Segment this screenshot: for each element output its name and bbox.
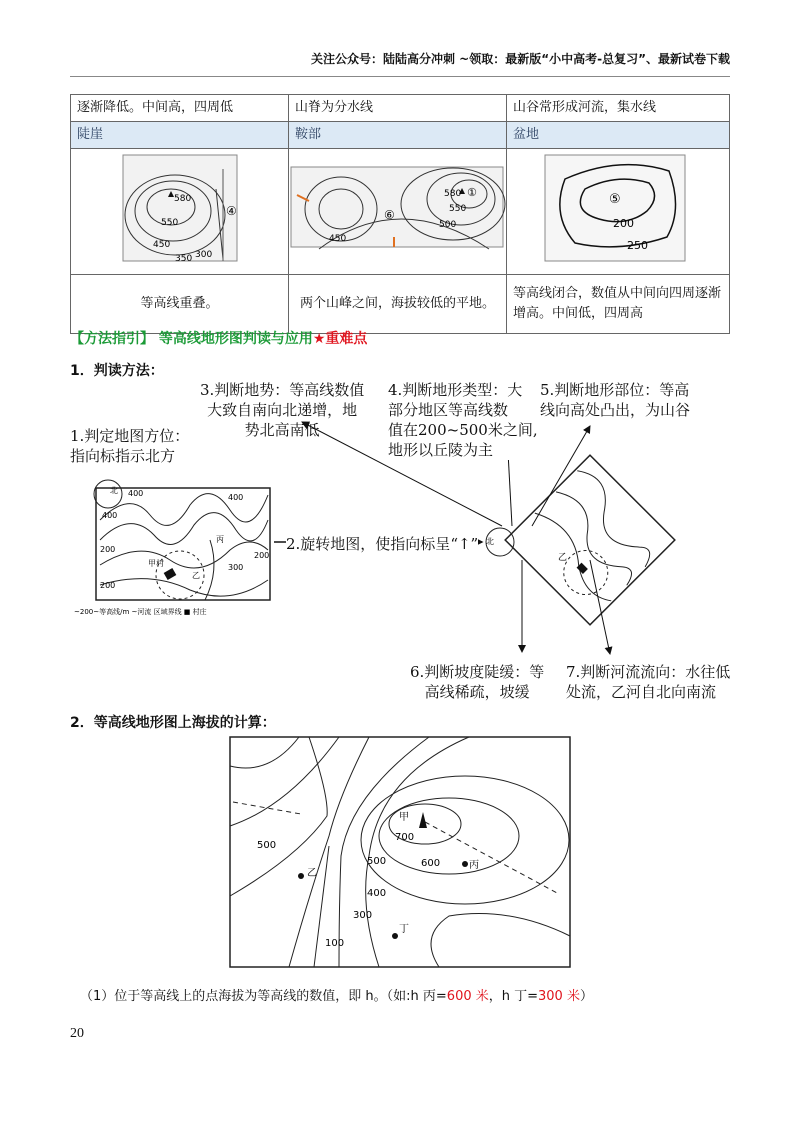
paragraph-1: （1）位于等高线上的点海拔为等高线的数值，即 h。（如:h 丙=600 米，h 丁=300 米） <box>80 989 593 1004</box>
table-row <box>71 95 730 122</box>
contour-label: 100 <box>325 938 345 949</box>
table-row <box>71 275 730 334</box>
village-label: 甲村 <box>148 559 164 568</box>
contour-label: 450 <box>153 240 171 250</box>
landform-table <box>70 94 730 334</box>
figure-number: ① <box>467 186 477 199</box>
step7-label: 7.判断河流流向：水往低 处流，乙河自北向南流 <box>566 663 731 701</box>
saddle-contour-figure <box>289 149 506 267</box>
value-ding: 300 米 <box>538 989 580 1004</box>
contour-label: 600 <box>421 858 441 869</box>
contour-label: 550 <box>449 204 467 214</box>
contour-label: 350 <box>175 254 193 264</box>
contour-label: 300 <box>353 910 373 921</box>
cliff-figure-cell <box>71 149 289 275</box>
contour-label: 200 <box>100 581 116 590</box>
contour-label: 250 <box>627 239 648 252</box>
header-divider <box>70 76 730 77</box>
contour-label: 400 <box>228 493 244 502</box>
difficulty-star: ★重难点 <box>312 331 368 347</box>
point-yi-label: 乙 <box>307 868 317 879</box>
step2-label: 2.旋转地图，使指向标呈“↑” <box>286 535 479 553</box>
step6-label: 6.判断坡度陡缓：等 高线稀疏，坡缓 <box>410 663 545 701</box>
table-head-cliff: 陡崖 <box>71 122 289 149</box>
step5-label: 5.判断地形部位：等高 线向高处凸出，为山谷 <box>540 381 691 419</box>
river-label: 丙 <box>216 535 224 544</box>
point-ding-label: 丁 <box>399 924 409 935</box>
value-bing: 600 米 <box>446 989 489 1004</box>
q1-title: 1．判读方法： <box>70 363 164 379</box>
figure-number: ⑥ <box>384 208 395 222</box>
point-bing-label: 丙 <box>469 860 479 871</box>
table-cell: 等高线重叠。 <box>71 275 289 334</box>
river-label: 乙 <box>558 553 568 563</box>
table-row <box>71 122 730 149</box>
elevation-label: 580 <box>174 194 192 204</box>
contour-label: 400 <box>367 888 387 899</box>
cliff-contour-figure <box>71 149 288 267</box>
table-row <box>71 149 730 275</box>
contour-label: 500 <box>257 840 277 851</box>
table-head-basin: 盆地 <box>507 122 730 149</box>
table-cell: 逐渐降低。中间高，四周低 <box>71 95 289 122</box>
river-label: 乙 <box>192 571 200 580</box>
figure-number: ④ <box>226 204 237 218</box>
elevation-label: 580 <box>444 189 462 199</box>
contour-label: 200 <box>254 551 270 560</box>
saddle-figure-cell <box>289 149 507 275</box>
table-cell: 山脊为分水线 <box>289 95 507 122</box>
section-title-text: 【方法指引】 等高线地形图判读与应用 <box>70 331 313 347</box>
contour-label: 200 <box>613 217 634 230</box>
table-head-saddle: 鞍部 <box>289 122 507 149</box>
page-header: 关注公众号：陆陆高分冲刺 ~领取：最新版“小中高考-总复习”、最新试卷下载 <box>311 52 730 66</box>
rotated-map <box>505 455 675 625</box>
north-label: 北 <box>110 486 118 495</box>
map-legend: ~200~等高线/m ~河流 区域界线 ■ 村庄 <box>74 608 207 616</box>
north-label: 北 <box>486 537 494 546</box>
contour-label: 400 <box>128 489 144 498</box>
q2-title: 2．等高线地形图上海拔的计算： <box>70 715 276 731</box>
contour-label: 300 <box>195 250 213 260</box>
step1-label: 1.判定地图方位： 指向标指示北方 <box>70 427 190 465</box>
contour-label: 550 <box>161 218 179 228</box>
basin-contour-figure <box>507 149 723 267</box>
section-title <box>70 328 367 348</box>
figure-number: ⑤ <box>609 192 621 207</box>
elevation-map <box>229 736 571 968</box>
step3-label: 3.判断地势：等高线数值 大致自南向北递增，地 势北高南低 <box>200 381 365 439</box>
basin-figure-cell <box>507 149 730 275</box>
table-cell: 等高线闭合，数值从中间向四周逐渐增高。中间低，四周高 <box>507 275 730 334</box>
table-cell: 两个山峰之间，海拔较低的平地。 <box>289 275 507 334</box>
contour-label: 700 <box>395 832 415 843</box>
page-number: 20 <box>70 1026 84 1041</box>
contour-label: 200 <box>100 545 116 554</box>
point-jia-label: 甲 <box>399 812 409 823</box>
table-cell: 山谷常形成河流，集水线 <box>507 95 730 122</box>
contour-label: 300 <box>228 563 244 572</box>
contour-label: 500 <box>439 220 457 230</box>
step4-label: 4.判断地形类型：大 部分地区等高线数 值在200~500米之间, 地形以丘陵为主 <box>388 381 538 459</box>
contour-label: 450 <box>329 234 347 244</box>
contour-label: 500 <box>367 856 387 867</box>
contour-label: 400 <box>102 511 118 520</box>
